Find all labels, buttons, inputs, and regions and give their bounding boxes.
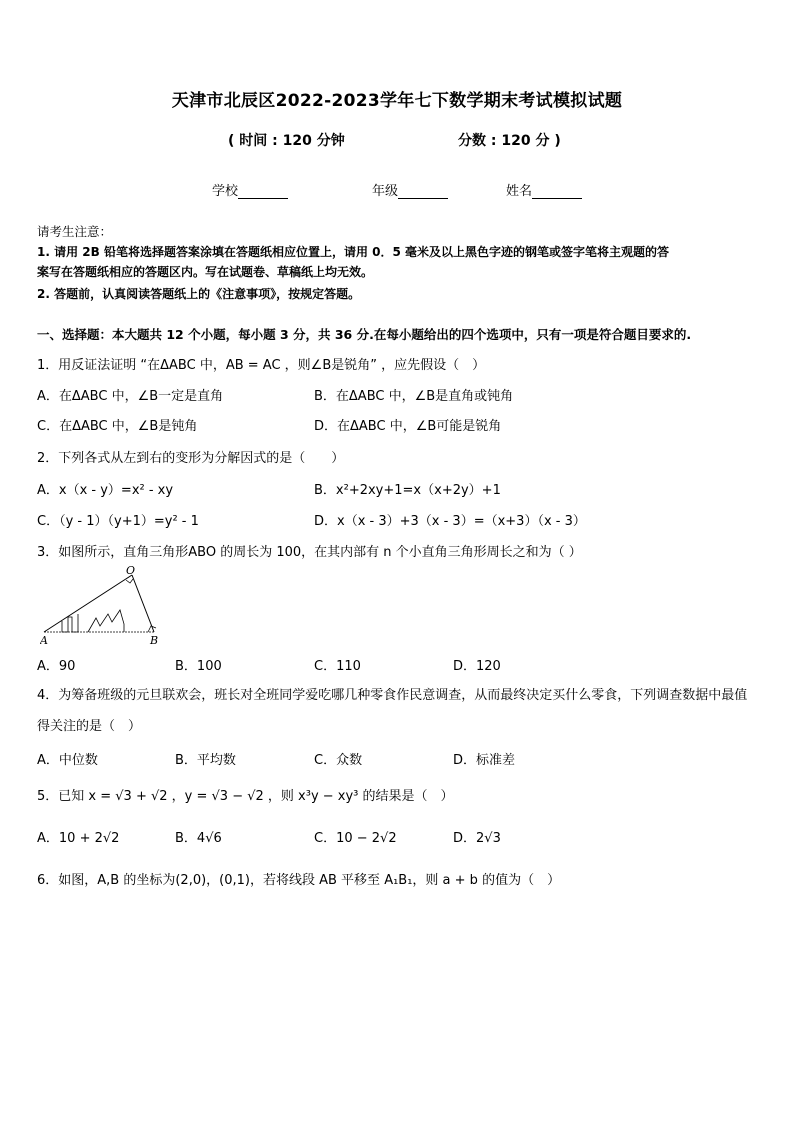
leg-ob bbox=[132, 575, 154, 632]
q5-stem: 5．已知 x = √3 + √2 ，y = √3 − √2 ，则 x³y − xy³ 的结果是（ ） bbox=[37, 789, 454, 804]
q3-triangle-svg bbox=[40, 566, 170, 646]
label-o: O bbox=[126, 566, 136, 577]
label-a: A bbox=[40, 634, 48, 646]
page-title: 天津市北辰区2022-2023学年七下数学期末考试模拟试题 bbox=[171, 91, 623, 111]
grade-label: 年级 bbox=[372, 184, 399, 199]
name-label: 姓名 bbox=[506, 184, 533, 199]
q2-option-d: D．x（x - 3）+3（x - 3）=（x+3）（x - 3） bbox=[314, 514, 586, 529]
q4-option-c: C．众数 bbox=[314, 753, 363, 768]
label-b: B bbox=[150, 634, 159, 646]
q6-stem: 6．如图，A,B 的坐标为(2,0)，(0,1)，若将线段 AB 平移至 A₁B₁，则 a + b 的值为（ ） bbox=[37, 873, 561, 888]
school-blank bbox=[238, 184, 288, 199]
q4-stem: 4．为筹备班级的元旦联欢会，班长对全班同学爱吃哪几种零食作民意调查，从而最终决定买什么零食，下列调查数据中最值得关注的是（ ） bbox=[37, 688, 748, 734]
q3-option-d: D．120 bbox=[453, 659, 501, 674]
notice-item2: 2. 答题前，认真阅读答题纸上的《注意事项》，按规定答题。 bbox=[37, 287, 361, 301]
school-field bbox=[212, 180, 288, 199]
name-blank bbox=[532, 184, 582, 199]
q1-option-d: D．在ΔABC 中，∠B可能是锐角 bbox=[314, 419, 502, 434]
q3-stem: 3．如图所示，直角三角形ABO 的周长为 100，在其内部有 n 个小直角三角形周长之和为（ ） bbox=[37, 545, 582, 560]
q4-option-b: B．平均数 bbox=[175, 753, 236, 768]
q1-option-c: C．在ΔABC 中，∠B是钝角 bbox=[37, 419, 198, 434]
q1-option-a: A．在ΔABC 中，∠B一定是直角 bbox=[37, 389, 224, 404]
q5-option-b: B．4√6 bbox=[175, 831, 222, 846]
q5-option-d: D．2√3 bbox=[453, 831, 501, 846]
q1-option-b: B．在ΔABC 中，∠B是直角或钝角 bbox=[314, 389, 514, 404]
q5-option-a: A．10 + 2√2 bbox=[37, 831, 120, 846]
grade-field bbox=[372, 180, 448, 199]
notice-item1-line1: 1. 请用 2B 铅笔将选择题答案涂填在答题纸相应位置上，请用 0．5 毫米及以上黑色字迹的钢笔或签字笔将主观题的答 bbox=[37, 245, 669, 259]
q2-stem: 2．下列各式从左到右的变形为分解因式的是（ ） bbox=[37, 451, 345, 466]
q3-triangle-figure bbox=[40, 566, 170, 650]
section-heading: 一、选择题：本大题共 12 个小题，每小题 3 分，共 36 分.在每小题给出的四个选项中，只有一项是符合题目要求的. bbox=[37, 327, 692, 342]
name-field bbox=[506, 180, 582, 199]
q2-option-b: B．x²+2xy+1=x（x+2y）+1 bbox=[314, 483, 501, 498]
q5-option-c: C．10 − 2√2 bbox=[314, 831, 397, 846]
small-triangles bbox=[62, 614, 78, 632]
q1-stem: 1．用反证法证明 “在ΔABC 中，AB = AC ，则∠B是锐角” ，应先假设（ ） bbox=[37, 358, 486, 373]
notice-heading: 请考生注意： bbox=[37, 224, 113, 239]
exam-time: ( 时间 : 120 分钟 bbox=[228, 133, 345, 149]
right-angle-mark-o bbox=[126, 579, 133, 583]
school-label: 学校 bbox=[212, 184, 239, 199]
q3-option-c: C．110 bbox=[314, 659, 361, 674]
q4-option-a: A．中位数 bbox=[37, 753, 98, 768]
notice-item1-line2: 案写在答题纸相应的答题区内。写在试题卷、草稿纸上均无效。 bbox=[37, 265, 374, 279]
hypotenuse-ao bbox=[44, 575, 132, 632]
q3-option-a: A．90 bbox=[37, 659, 76, 674]
q2-option-c: C．（y - 1）（y+1）=y² - 1 bbox=[37, 514, 199, 529]
q3-option-b: B．100 bbox=[175, 659, 222, 674]
q2-option-a: A．x（x - y）=x² - xy bbox=[37, 483, 174, 498]
small-triangles-2 bbox=[88, 610, 124, 632]
q4-option-d: D．标准差 bbox=[453, 753, 516, 768]
grade-blank bbox=[398, 184, 448, 199]
exam-score: 分数 : 120 分 ) bbox=[458, 133, 561, 149]
